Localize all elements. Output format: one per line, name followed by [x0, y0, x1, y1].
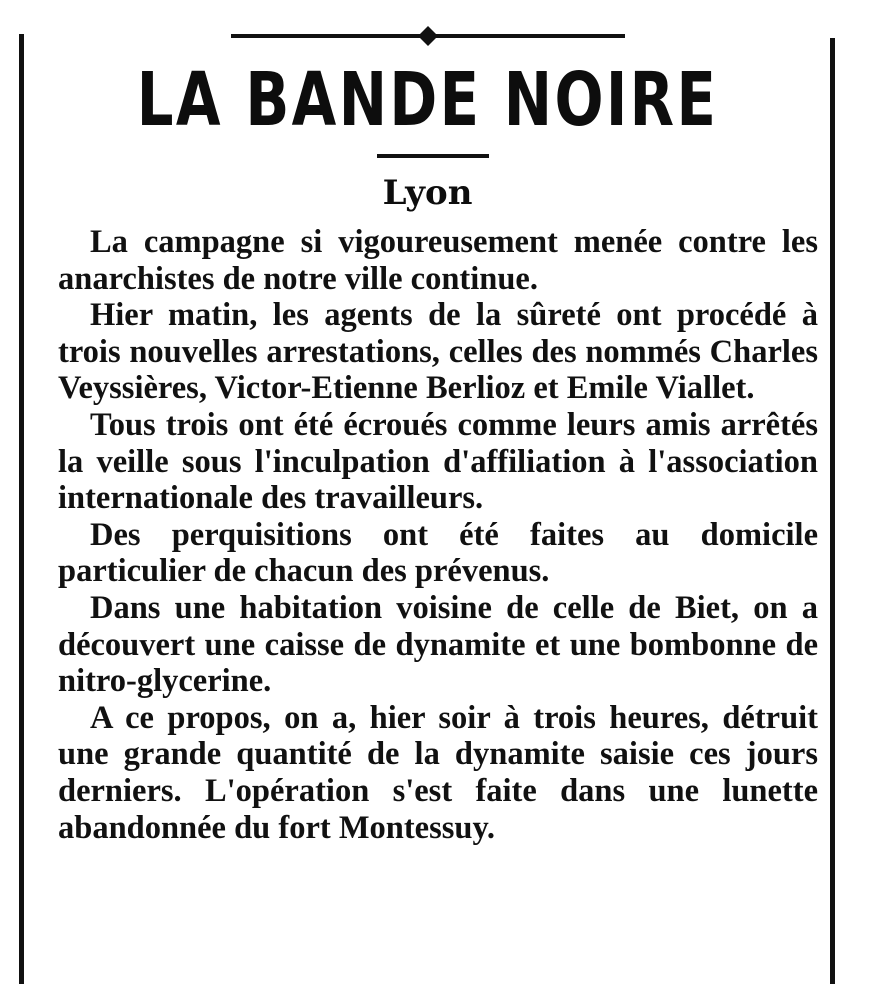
paragraph: Hier matin, les agents de la sûreté ont procédé à trois nouvelles arrestations, celles des nommés Charles Veyssières, Victor-Etienne Berlioz et Emile Viallet.	[58, 297, 818, 407]
article-body	[58, 224, 818, 846]
column-rule-left	[19, 34, 24, 984]
dateline: Lyon	[382, 173, 473, 213]
paragraph: Des perquisitions ont été faites au domicile particulier de chacun des prévenus.	[58, 516, 818, 590]
paragraph: La campagne si vigoureusement menée contre les anarchistes de notre ville continue.	[58, 224, 818, 297]
paragraph: Dans une habitation voisine de celle de Biet, on a découvert une caisse de dynamite et une bombonne de nitro-glycerine.	[58, 589, 818, 700]
headline-rule	[377, 154, 489, 158]
paragraph: A ce propos, on a, hier soir à trois heures, détruit une grande quantité de la dynamite saisie ces jours derniers. L'opération s'est faite dans une lunette abandonnée du fort Montessuy.	[58, 699, 818, 846]
column-rule-right	[830, 38, 835, 984]
paragraph: Tous trois ont été écroués comme leurs amis arrêtés la veille sous l'inculpation d'affiliation à l'association internationale des travailleurs.	[58, 406, 818, 517]
top-ornament-rule	[231, 26, 625, 46]
headline: LA BANDE NOIRE	[136, 57, 719, 143]
